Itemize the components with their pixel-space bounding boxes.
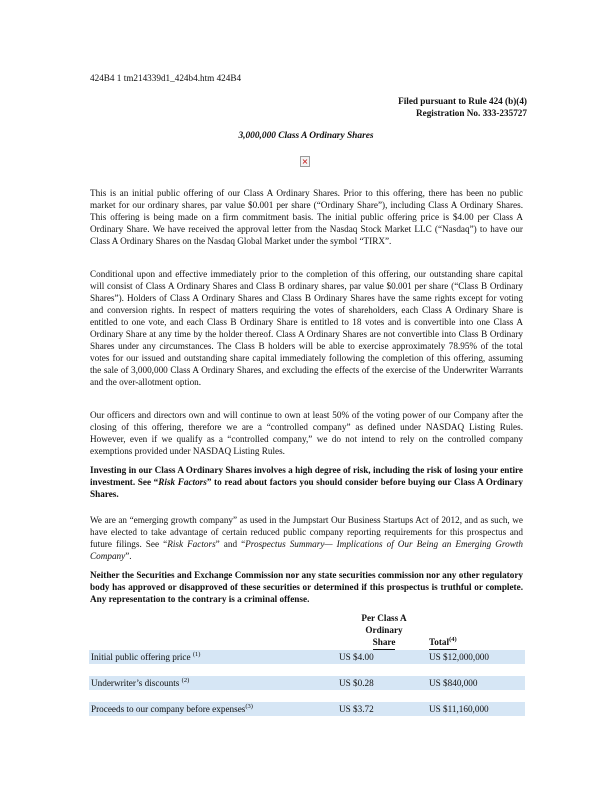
header-per-share-line3: Share bbox=[373, 636, 396, 650]
paragraph-share-capital: Conditional upon and effective immediately prior to the completion of this offering, our outstanding share capital will consist of Class A Ordinary Shares and Class B ordinary shares, par value $0.001 per share (“Class B Ordinary Shares”). Holders of Class A Ordinary Shares and Class B Ordinary Shares have the same rights except for voting and conversion rights. In respect of matters requiring the votes of shareholders, each Class A Ordinary Share is entitled to one vote, and each Class B Ordinary Share is entitled to 18 votes and is convertible into one Class A Ordinary Share at any time by the holder thereof. Class A Ordinary Shares are not convertible into Class B Ordinary Shares under any circumstances. The Class B holders will be able to exercise approximately 78.95% of the total votes for our issued and outstanding share capital immediately following the completion of this offering, assuming the sale of 3,000,000 Class A Ordinary Shares, and excluding the effects of the exercise of the Underwriter Warrants and the over-allotment option. bbox=[90, 269, 523, 387]
offering-price-table bbox=[89, 612, 525, 716]
emerging-growth-text-a: We are an “emerging growth company” as used in the Jumpstart Our Business Startups Act of 2012, and as such, we have elected to take advantage of certain reduced public company reporting requirements for this prospectus and future filings. See “ bbox=[90, 515, 523, 549]
header-per-share-line1: Per Class A bbox=[361, 613, 407, 623]
header-total-footnote: (4) bbox=[449, 636, 457, 643]
emerging-growth-text-c: ”. bbox=[125, 551, 132, 561]
row-footnote: (1) bbox=[192, 651, 201, 658]
header-per-share-line2: Ordinary bbox=[365, 625, 403, 635]
table-row bbox=[89, 702, 525, 716]
paragraph-controlled-company: Our officers and directors own and will continue to own at least 50% of the voting power of our Company after the closing of this offering, therefore we are a “controlled company” as defined under NASDAQ Listing Rules. However, even if we qualify as a “controlled company,” we do not intend to rely on the controlled company exemptions provided under NASDAQ Listing Rules. bbox=[90, 410, 523, 456]
prospectus-summary-ref: Prospectus Summary— Implications of Our Being an Emerging Growth Company bbox=[90, 539, 524, 561]
row-per-share-value: US $3.72 bbox=[339, 702, 429, 716]
row-total-value: US $12,000,000 bbox=[429, 650, 525, 664]
emerging-growth-text-b: ” and “ bbox=[215, 539, 246, 549]
row-label-text: Proceeds to our company before expenses bbox=[91, 704, 246, 714]
header-total-label bbox=[429, 636, 457, 650]
registration-number: Registration No. 333-235727 bbox=[415, 108, 527, 118]
header-per-share bbox=[339, 612, 429, 650]
table-row bbox=[89, 676, 525, 690]
row-label bbox=[89, 650, 339, 664]
broken-image-icon: × bbox=[301, 157, 309, 166]
row-footnote: (3) bbox=[245, 703, 253, 710]
row-footnote: (2) bbox=[181, 677, 190, 684]
table-header-row bbox=[89, 612, 525, 650]
row-total-value: US $11,160,000 bbox=[429, 702, 525, 716]
filed-pursuant-text: Filed pursuant to Rule 424 (b)(4) bbox=[398, 96, 527, 106]
header-total-text: Total bbox=[429, 637, 450, 647]
risk-warning-text-a: Investing in our Class A Ordinary Shares involves a high degree of risk, including the risk of losing your entire investment. See “ bbox=[90, 465, 523, 487]
row-label bbox=[89, 702, 339, 716]
risk-factors-ref: Risk Factors bbox=[167, 539, 216, 549]
file-header-line: 424B4 1 tm214339d1_424b4.htm 424B4 bbox=[90, 73, 242, 83]
table-row bbox=[89, 650, 525, 664]
table-spacer-row bbox=[89, 664, 525, 676]
paragraph-sec-disclaimer: Neither the Securities and Exchange Commission nor any state securities commission nor any other regulatory body has approved or disapproved of these securities or determined if this prospectus is truthful or complete. Any representation to the contrary is a criminal offense. bbox=[90, 570, 523, 604]
risk-factors-link-text: Risk Factors bbox=[158, 477, 207, 487]
offering-title: 3,000,000 Class A Ordinary Shares bbox=[238, 131, 374, 141]
row-per-share-value: US $0.28 bbox=[339, 676, 429, 690]
header-total bbox=[429, 612, 525, 650]
row-label bbox=[89, 676, 339, 690]
row-total-value: US $840,000 bbox=[429, 676, 525, 690]
paragraph-risk-warning bbox=[90, 464, 523, 500]
row-per-share-value: US $4.00 bbox=[339, 650, 429, 664]
risk-warning-text-b: ” to read about factors you should consider before buying our Class A Ordinary Shares. bbox=[90, 477, 523, 499]
paragraph-emerging-growth bbox=[90, 514, 523, 562]
row-label-text: Underwriter’s discounts bbox=[91, 678, 182, 688]
table-spacer-row bbox=[89, 690, 525, 702]
row-label-text: Initial public offering price bbox=[91, 652, 193, 662]
filing-info bbox=[227, 95, 527, 119]
paragraph-ipo-intro: This is an initial public offering of our Class A Ordinary Shares. Prior to this offering, there has been no public market for our ordinary shares, par value $0.001 per share (“Ordinary Share”), including Class A Ordinary Shares. This offering is being made on a firm commitment basis. The initial public offering price is $4.00 per Class A Ordinary Share. We have received the approval letter from the Nasdaq Stock Market LLC (“Nasdaq”) to have our Class A Ordinary Shares on the Nasdaq Global Market under the symbol “TIRX”. bbox=[90, 188, 523, 246]
header-blank-cell bbox=[89, 612, 339, 650]
